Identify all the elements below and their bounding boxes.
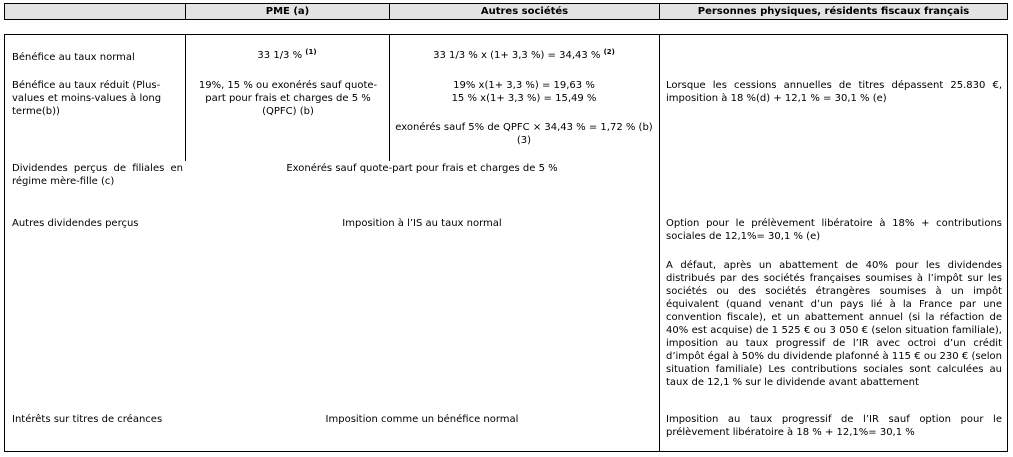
row-label-interets-creances: Intérêts sur titres de créances — [12, 414, 163, 425]
cell-merged-mere-fille: Exonérés sauf quote-part pour frais et charges de 5 % — [286, 163, 558, 174]
column-divider-pme — [185, 34, 186, 161]
cell-pme-taux-normal: 33 1/3 % $^{(1)}$ — [257, 48, 317, 61]
cell-merged-interets: Imposition comme un bénéfice normal — [325, 414, 519, 425]
cell-merged-autres-dividendes: Imposition à l’IS au taux normal — [342, 218, 502, 229]
header-autres-societes: Autres sociétés — [389, 3, 659, 20]
cell-pp-abattement: A défaut, après un abattement de 40% pour les dividendes distribués par des sociétés françaises soumises à l’impôt sur les sociétés ou des sociétés étrangères soumises à un impôt équivalent (quand venant d’un pays lié à la France par une convention fiscale), et un abattement annuel (si la réfaction de 40% est acquise) de 1 525 € ou 3 050 € (selon situation familiale), imposition au taux progressif de l’IR avec octroi d’un crédit d’impôt égal à 50% du dividende plafonné à 115 € ou 230 € (selon situation familiale) Les contributions sociales sont calculées au taux de 12,1 % sur le dividende avant abattement — [666, 260, 1002, 388]
row-label-benefice-normal: Bénéfice au taux normal — [12, 52, 135, 63]
cell-autres-exoneres: exonérés sauf 5% de QPFC × 34,43 % = 1,72 % (b) (3) — [395, 122, 653, 146]
column-divider-autres — [389, 34, 390, 161]
cell-pp-interets: Imposition au taux progressif de l’IR sauf option pour le prélèvement libératoire à 18 % + 12,1%= 30,1 % — [666, 414, 1002, 438]
row-label-benefice-reduit: Bénéfice au taux réduit (Plus-values et moins-values à long terme(b)) — [12, 80, 162, 117]
cell-pp-cessions: Lorsque les cessions annuelles de titres dépassent 25.830 €, imposition à 18 %(d) + 12,1 % = 30,1 % (e) — [666, 80, 1002, 104]
cell-autres-19: 19% x(1+ 3,3 %) = 19,63 % — [453, 80, 595, 91]
cell-autres-15: 15 % x(1+ 3,3 %) = 15,49 % — [451, 93, 597, 104]
cell-pp-option-prelevement: Option pour le prélèvement libératoire à 18% + contributions sociales de 12,1%= 30,1 % (e) — [666, 218, 1002, 242]
header-personnes-physiques: Personnes physiques, résidents fiscaux français — [659, 3, 1008, 20]
header-pme: PME (a) — [185, 3, 389, 20]
cell-pme-taux-reduit: 19%, 15 % ou exonérés sauf quote-part pour frais et charges de 5 % (QPFC) (b) — [198, 80, 378, 117]
row-label-autres-dividendes: Autres dividendes perçus — [12, 218, 139, 229]
column-divider-personnes — [659, 34, 660, 452]
row-label-dividendes-mere-fille: Dividendes perçus de filiales en régime mère-fille (c) — [12, 163, 183, 187]
header-empty-cell — [4, 3, 185, 20]
cell-autres-taux-normal: 33 1/3 % x (1+ 3,3 %) = 34,43 % $^{(2)}$ — [433, 48, 615, 61]
